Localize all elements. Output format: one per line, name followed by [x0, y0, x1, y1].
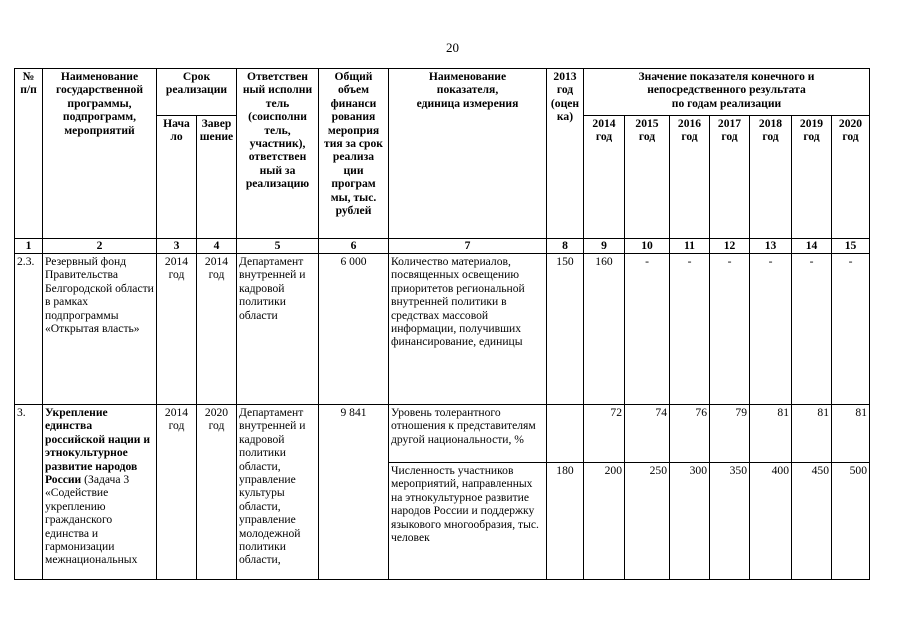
row-program-name	[43, 405, 157, 580]
col-number: 9	[584, 239, 625, 254]
row-start: 2014 год	[157, 405, 197, 580]
row-value-2013: 180	[547, 463, 584, 580]
col-number: 7	[389, 239, 547, 254]
row-value-2013	[547, 405, 584, 463]
col-number: 5	[237, 239, 319, 254]
row-number: 2.3.	[15, 254, 43, 405]
row-value-2020: 81	[832, 405, 870, 463]
row-indicator: Количество материалов, посвященных освещению приоритетов региональной внутренней политики в средствах массовой информации, получивших финансирование, единицы	[389, 254, 547, 405]
col-number: 8	[547, 239, 584, 254]
row-value-2016: 300	[670, 463, 710, 580]
header-indicator: Наименование показателя, единица измерения	[389, 69, 547, 239]
col-number: 3	[157, 239, 197, 254]
row-value-2017: 79	[710, 405, 750, 463]
header-year-2017: 2017 год	[710, 116, 750, 239]
col-number: 15	[832, 239, 870, 254]
header-name: Наименование государственной программы, подпрограмм, мероприятий	[43, 69, 157, 239]
row-value-2015: -	[625, 254, 670, 405]
row-value-2019: -	[792, 254, 832, 405]
row-start: 2014 год	[157, 254, 197, 405]
row-indicator: Уровень толерантного отношения к представителям другой национальности, %	[389, 405, 547, 463]
header-values-title: Значение показателя конечного и непосредственного результата по годам реализации	[584, 69, 870, 116]
col-number: 11	[670, 239, 710, 254]
row-value-2018: 81	[750, 405, 792, 463]
row-value-2014: 200	[584, 463, 625, 580]
program-table	[14, 68, 870, 580]
row-value-2018: 400	[750, 463, 792, 580]
row-value-2015: 74	[625, 405, 670, 463]
col-number: 6	[319, 239, 389, 254]
row-volume: 6 000	[319, 254, 389, 405]
row-responsible: Департамент внутренней и кадровой политики области	[237, 254, 319, 405]
row-value-2016: -	[670, 254, 710, 405]
row-value-2013: 150	[547, 254, 584, 405]
row-value-2020: -	[832, 254, 870, 405]
row-value-2018: -	[750, 254, 792, 405]
col-number: 14	[792, 239, 832, 254]
row-value-2017: 350	[710, 463, 750, 580]
table-row	[15, 405, 870, 463]
row-end: 2020 год	[197, 405, 237, 580]
header-year-2020: 2020 год	[832, 116, 870, 239]
col-number: 1	[15, 239, 43, 254]
row-value-2019: 450	[792, 463, 832, 580]
header-year-2019: 2019 год	[792, 116, 832, 239]
row-value-2015: 250	[625, 463, 670, 580]
header-year-2015: 2015 год	[625, 116, 670, 239]
header-num: № п/п	[15, 69, 43, 239]
row-program-name-rest: (Задача 3 «Содействие укреплению гражданского единства и гармонизации межнациональных	[45, 473, 138, 567]
row-number: 3.	[15, 405, 43, 580]
row-value-2020: 500	[832, 463, 870, 580]
col-number: 13	[750, 239, 792, 254]
col-number: 2	[43, 239, 157, 254]
header-year-2016: 2016 год	[670, 116, 710, 239]
col-number: 12	[710, 239, 750, 254]
row-indicator: Численность участников мероприятий, направленных на этнокультурное развитие народов России и поддержку языкового многообразия, тыс. человек	[389, 463, 547, 580]
row-end: 2014 год	[197, 254, 237, 405]
row-responsible: Департамент внутренней и кадровой политики области, управление культуры области, управление молодежной политики области,	[237, 405, 319, 580]
row-value-2019: 81	[792, 405, 832, 463]
header-period: Срок реализации	[157, 69, 237, 116]
header-2013: 2013 год (оцен ка)	[547, 69, 584, 239]
row-volume: 9 841	[319, 405, 389, 580]
header-volume: Общий объем финанси рования мероприя тия за срок реализа ции програм мы, тыс. рублей	[319, 69, 389, 239]
row-value-2014: 160	[584, 254, 625, 405]
col-number: 4	[197, 239, 237, 254]
row-program-name-bold: Укрепление единства российской нации и этнокультурное развитие народов России	[45, 406, 151, 487]
header-year-2014: 2014 год	[584, 116, 625, 239]
row-program-name: Резервный фонд Правительства Белгородской области в рамках подпрограммы «Открытая власть»	[43, 254, 157, 405]
row-value-2017: -	[710, 254, 750, 405]
row-value-2014: 72	[584, 405, 625, 463]
row-value-2016: 76	[670, 405, 710, 463]
header-start: Нача ло	[157, 116, 197, 239]
header-year-2018: 2018 год	[750, 116, 792, 239]
header-end: Завер шение	[197, 116, 237, 239]
col-number: 10	[625, 239, 670, 254]
table-row	[15, 254, 870, 405]
page-number: 20	[446, 40, 459, 55]
header-responsible: Ответствен ный исполни тель (соисполни тель, участник), ответствен ный за реализацию	[237, 69, 319, 239]
